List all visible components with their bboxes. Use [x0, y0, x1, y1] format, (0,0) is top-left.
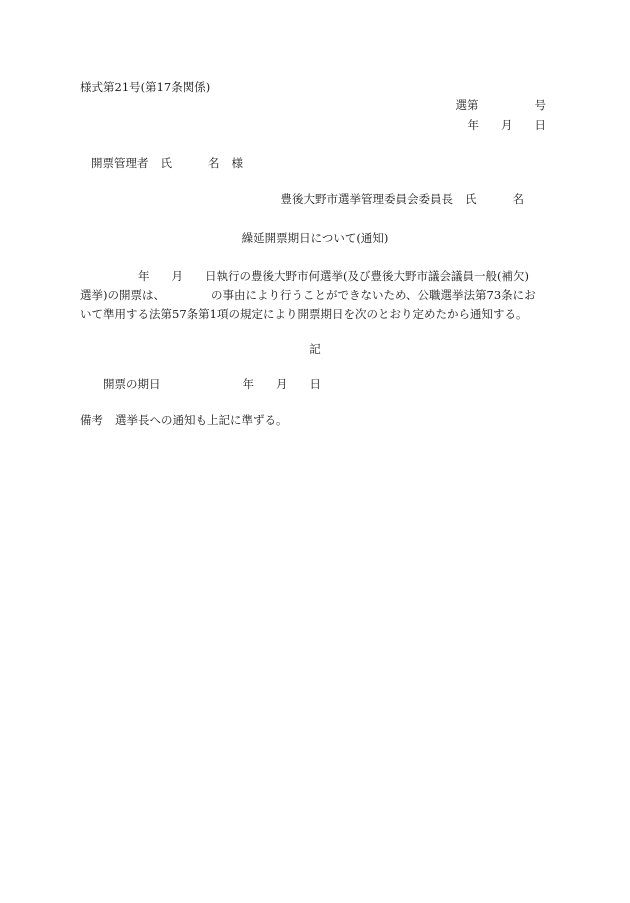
body-line-1	[80, 267, 550, 286]
sender-title: 豊後大野市選挙管理委員会委員長	[280, 192, 453, 206]
document-number-prefix: 選第	[455, 98, 479, 112]
body-line-2-start: 選挙)の開票は、	[80, 288, 165, 302]
opening-date-day: 日	[309, 377, 321, 391]
opening-date-month: 月	[276, 377, 288, 391]
body-line-1-rest: 日執行の豊後大野市何選挙(及び豊後大野市議会議員一般(補欠)	[205, 269, 529, 283]
recipient	[91, 158, 243, 170]
issue-date	[468, 120, 547, 132]
remarks	[80, 415, 288, 427]
sender-name-second: 名	[512, 192, 524, 206]
document-title: 繰延開票期日について(通知)	[241, 231, 389, 245]
recipient-name-first: 氏	[160, 156, 172, 170]
sender	[281, 194, 525, 206]
document-number	[456, 100, 547, 112]
form-number: 様式第21号(第17条関係)	[80, 80, 211, 94]
issue-date-year: 年	[467, 118, 479, 132]
body-line-3: いて準用する法第57条第1項の規定により開票期日を次のとおり定めたから通知する。	[80, 307, 528, 321]
body-line-2	[80, 286, 550, 305]
body-text	[80, 267, 550, 324]
body-line-2-rest: の事由により行うことができないため、公職選挙法第73条にお	[211, 288, 536, 302]
opening-date	[103, 379, 321, 391]
remarks-text: 選挙長への通知も上記に準ずる。	[115, 413, 288, 427]
document-number-suffix: 号	[534, 98, 546, 112]
issue-date-month: 月	[501, 118, 513, 132]
body-month: 月	[171, 269, 183, 283]
sender-name-first: 氏	[465, 192, 477, 206]
remarks-label: 備考	[80, 413, 103, 427]
opening-date-year: 年	[242, 377, 254, 391]
body-year: 年	[138, 269, 150, 283]
issue-date-day: 日	[534, 118, 546, 132]
recipient-honorific: 様	[231, 156, 243, 170]
ki-heading: 記	[309, 342, 321, 356]
recipient-role: 開票管理者	[91, 156, 149, 170]
recipient-name-second: 名	[208, 156, 220, 170]
opening-date-label: 開票の期日	[103, 377, 161, 391]
